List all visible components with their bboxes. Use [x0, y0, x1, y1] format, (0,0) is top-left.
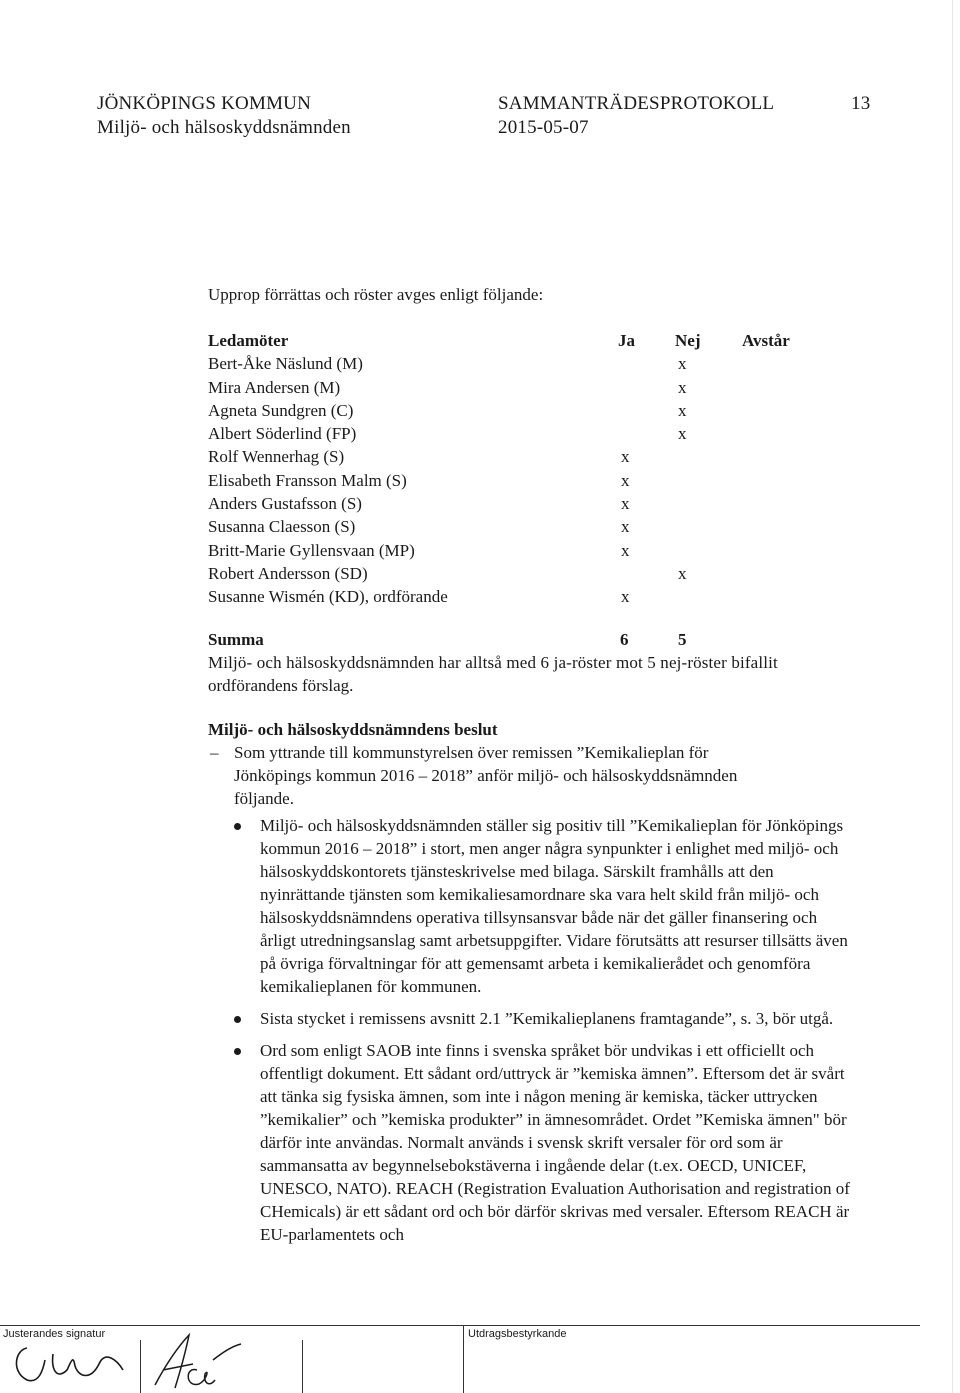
bullet-item — [234, 814, 854, 998]
signature-divider-1 — [140, 1340, 141, 1393]
signature-divider-2 — [302, 1340, 303, 1393]
vote-row — [208, 587, 848, 610]
voter-name: Elisabeth Fransson Malm (S) — [208, 470, 407, 490]
vote-ja: x — [621, 494, 630, 514]
extract-divider — [463, 1325, 464, 1393]
org-name: JÖNKÖPINGS KOMMUN — [97, 93, 312, 114]
summa-ja: 6 — [620, 630, 629, 649]
vote-row — [208, 354, 848, 377]
vote-nej: x — [678, 400, 687, 420]
vote-row — [208, 564, 848, 587]
voter-name: Robert Andersson (SD) — [208, 563, 368, 583]
dash-marker: – — [210, 743, 219, 762]
footer-divider — [0, 1325, 920, 1326]
vote-table-header — [208, 331, 848, 354]
vote-nej: x — [678, 377, 687, 397]
vote-row — [208, 517, 848, 540]
vote-row — [208, 494, 848, 517]
vote-row — [208, 401, 848, 424]
bullet-text: Miljö- och hälsoskyddsnämnden ställer sig positiv till ”Kemikalieplan för Jönköpings kommun 2016 – 2018” i stort, men anger några synpunkter i enlighet med miljö- och hälsoskyddskontorets tjänsteskrivelse med bilaga. Särskilt framhålls att den nyinrättande tjänsten som kemikaliesamordnare ska vara helt skild från miljö- och hälsoskyddsnämndens operativa tillsynsansvar både när det gäller finansering och årligt utredningsanslag samt arbetsuppgifter. Vidare förutsätts att resurser tillsätts även på övriga förvaltningar för att gemensamt arbeta i kemikalierådet och genomföra kemikalieplanen för kommunen. — [260, 816, 848, 996]
summa-nej: 5 — [678, 630, 687, 649]
voter-name: Albert Söderlind (FP) — [208, 424, 357, 444]
decision-bullets — [234, 814, 854, 1255]
bullet-text: Sista stycket i remissens avsnitt 2.1 ”Kemikalieplanens framtagande”, s. 3, bör utgå. — [260, 1009, 834, 1028]
vote-ja: x — [621, 517, 630, 537]
decision-heading: Miljö- och hälsoskyddsnämndens beslut — [208, 720, 498, 739]
doc-type: SAMMANTRÄDESPROTOKOLL — [498, 93, 775, 114]
vote-ja: x — [621, 447, 630, 467]
voter-name: Susanne Wismén (KD), ordförande — [208, 587, 448, 607]
header-nej: Nej — [675, 331, 701, 350]
vote-row — [208, 541, 848, 564]
vote-nej: x — [678, 563, 687, 583]
signature-1-icon — [5, 1340, 125, 1390]
decision-lead-1: Som yttrande till kommunstyrelsen över remissen ”Kemikalieplan för — [234, 743, 709, 762]
vote-row — [208, 378, 848, 401]
voter-name: Anders Gustafsson (S) — [208, 494, 362, 514]
vote-nej: x — [678, 424, 687, 444]
vote-table — [208, 331, 848, 611]
bullet-dot-icon — [234, 1048, 241, 1055]
voter-name: Mira Andersen (M) — [208, 377, 341, 397]
meeting-date: 2015-05-07 — [498, 117, 589, 138]
bullet-item — [234, 1007, 854, 1030]
page-number: 13 — [851, 93, 871, 114]
header-ledamoter: Ledamöter — [208, 331, 289, 350]
summa-label: Summa — [208, 630, 264, 649]
signature-label: Justerandes signatur — [3, 1328, 106, 1340]
decision-lead-3: följande. — [234, 789, 294, 808]
bullet-dot-icon — [234, 823, 241, 830]
result-text-2: ordförandens förslag. — [208, 676, 354, 695]
voter-name: Susanna Claesson (S) — [208, 517, 356, 537]
bullet-dot-icon — [234, 1016, 241, 1023]
voter-name: Britt-Marie Gyllensvaan (MP) — [208, 540, 415, 560]
vote-ja: x — [621, 587, 630, 607]
decision-lead-2: Jönköpings kommun 2016 – 2018” anför miljö- och hälsoskyddsnämnden — [234, 766, 738, 785]
vote-row — [208, 471, 848, 494]
vote-nej: x — [678, 354, 687, 374]
committee-name: Miljö- och hälsoskyddsnämnden — [97, 117, 351, 138]
bullet-item — [234, 1039, 854, 1246]
vote-row — [208, 447, 848, 470]
voter-name: Rolf Wennerhag (S) — [208, 447, 345, 467]
result-text-1: Miljö- och hälsoskyddsnämnden har alltså med 6 ja-röster mot 5 nej-röster bifallit — [208, 653, 778, 672]
header-ja: Ja — [618, 331, 635, 350]
page-edge — [952, 0, 953, 1393]
voter-name: Agneta Sundgren (C) — [208, 400, 354, 420]
signature-2-icon — [145, 1330, 245, 1392]
vote-ja: x — [621, 540, 630, 560]
extract-label: Utdragsbestyrkande — [468, 1328, 567, 1340]
header-avstar: Avstår — [742, 331, 790, 350]
voter-name: Bert-Åke Näslund (M) — [208, 354, 363, 374]
vote-row — [208, 424, 848, 447]
roll-call-intro: Upprop förrättas och röster avges enligt följande: — [208, 285, 544, 304]
bullet-text: Ord som enligt SAOB inte finns i svenska språket bör undvikas i ett officiellt och offentligt dokument. Ett sådant ord/uttryck är ”kemiska ämnen”. Eftersom det är svårt att tänka sig fysiska ämnen, som inte i någon mening är kemiska, täcker uttrycken ”kemikalier” och ”kemiska produkter” in ämnesområdet. Ordet ”Kemiska ämnen" bör därför inte användas. Normalt används i svensk skrift versaler för ord som är sammansatta av begynnelsebokstäverna i ingående delar (t.ex. OECD, UNICEF, UNESCO, NATO). REACH (Registration Evaluation Authorisation and registration of CHemicals) är ett sådant ord och bör därför skrivas med versaler. Eftersom REACH är EU-parlamentets och — [260, 1041, 850, 1244]
vote-ja: x — [621, 470, 630, 490]
